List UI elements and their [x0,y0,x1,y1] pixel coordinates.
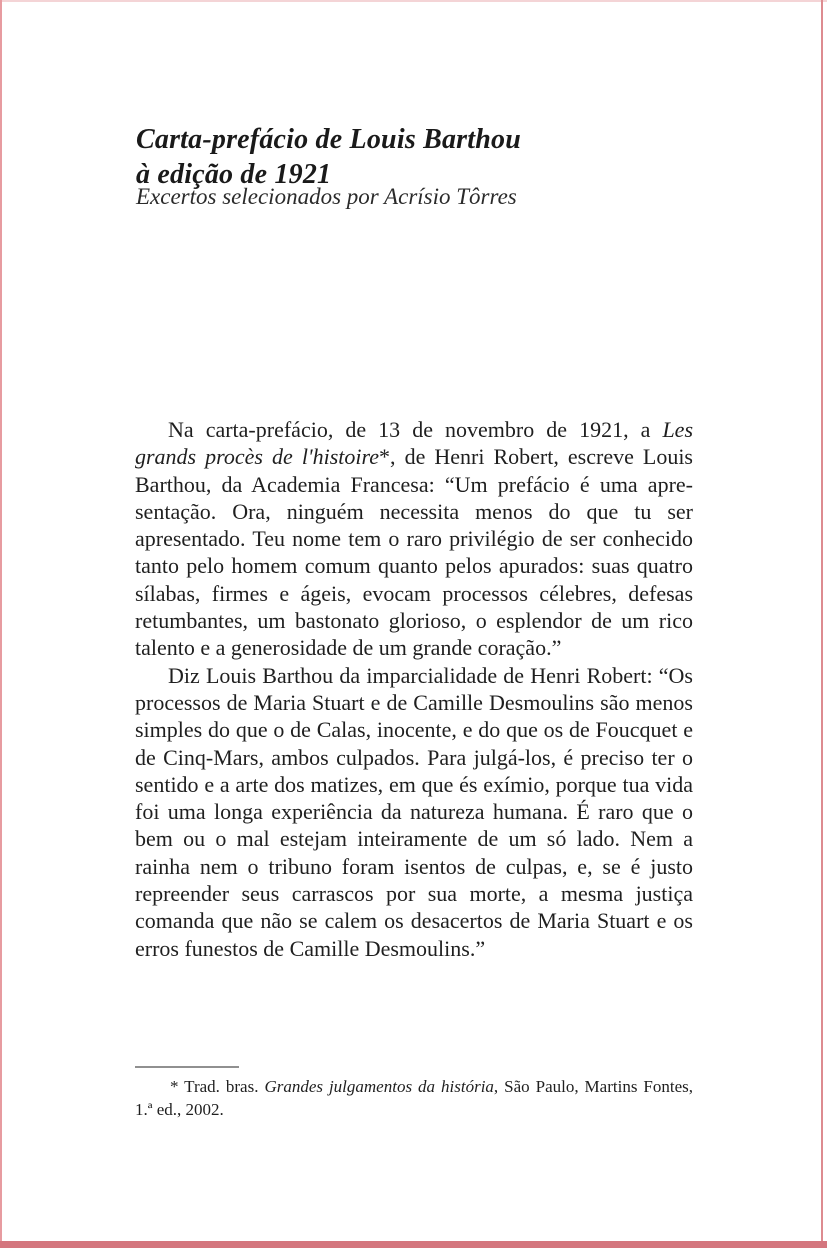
page-frame-bottom [0,1241,827,1248]
paragraph-2: Diz Louis Barthou da imparcialidade de Henri Robert: “Os processos de Maria Stuart e de Camille Desmoulins são menos simples do que o de Calas, inocente, e do que os de Foucquet e de Cinq-Mars, ambos culpados. Para julgá-los, é preciso ter o sentido e a arte dos matizes, em que és exímio, porque tua vida foi uma longa experiência da natureza humana. É raro que o bem ou o mal estejam inteiramente de um só lado. Nem a rainha nem o tribuno foram isentos de culpas, e, se é justo repreender seus carrascos por sua morte, a mesma justiça comanda que não se calem os desacertos de Maria Stuart e os erros funestos de Camille Desmoulins.” [135,662,693,961]
footnote-separator [135,1066,239,1068]
chapter-subtitle: Excertos selecionados por Acrísio Tôrres [136,184,517,209]
footnote [135,1075,693,1121]
footnote-text-continued: , São Paulo, Martins Fontes, 1.ª ed., 2002. [135,1077,694,1119]
footnote-book-title: Grandes julgamentos da história [264,1077,494,1096]
chapter-title-line2: à edição de 1921 [136,158,332,190]
chapter-title [136,122,696,192]
paragraph-1 [135,416,693,662]
footnote-marker-text: * Trad. bras. [170,1077,265,1096]
page-frame-left [0,0,2,1248]
paragraph-1-book-title: Les grands procès de l'histoire [135,417,693,470]
page-frame-top [0,0,827,2]
paragraph-1-text-continued: *, de Henri Robert, escreve Louis Barthou, da Academia Francesa: “Um prefácio é uma apresentação. Ora, ninguém necessita menos do que tu ser apresentado. Teu nome tem o raro privilégio de ser conhecido tanto pelo homem comum quanto pelos apurados: suas quatro sílabas, firmes e ágeis, evocam processos célebres, defesas retumbantes, um bastonato glorioso, o esplendor de um rico talento e a generosidade de um grande coração.” [135,444,693,661]
footnote-text [135,1075,693,1121]
chapter-title-line1: Carta-prefácio de Louis Barthou [136,123,522,155]
body-text [135,416,693,962]
paragraph-1-text: Na carta-prefácio, de 13 de novembro de 1921, a [168,417,663,442]
page-frame-right [821,0,823,1242]
